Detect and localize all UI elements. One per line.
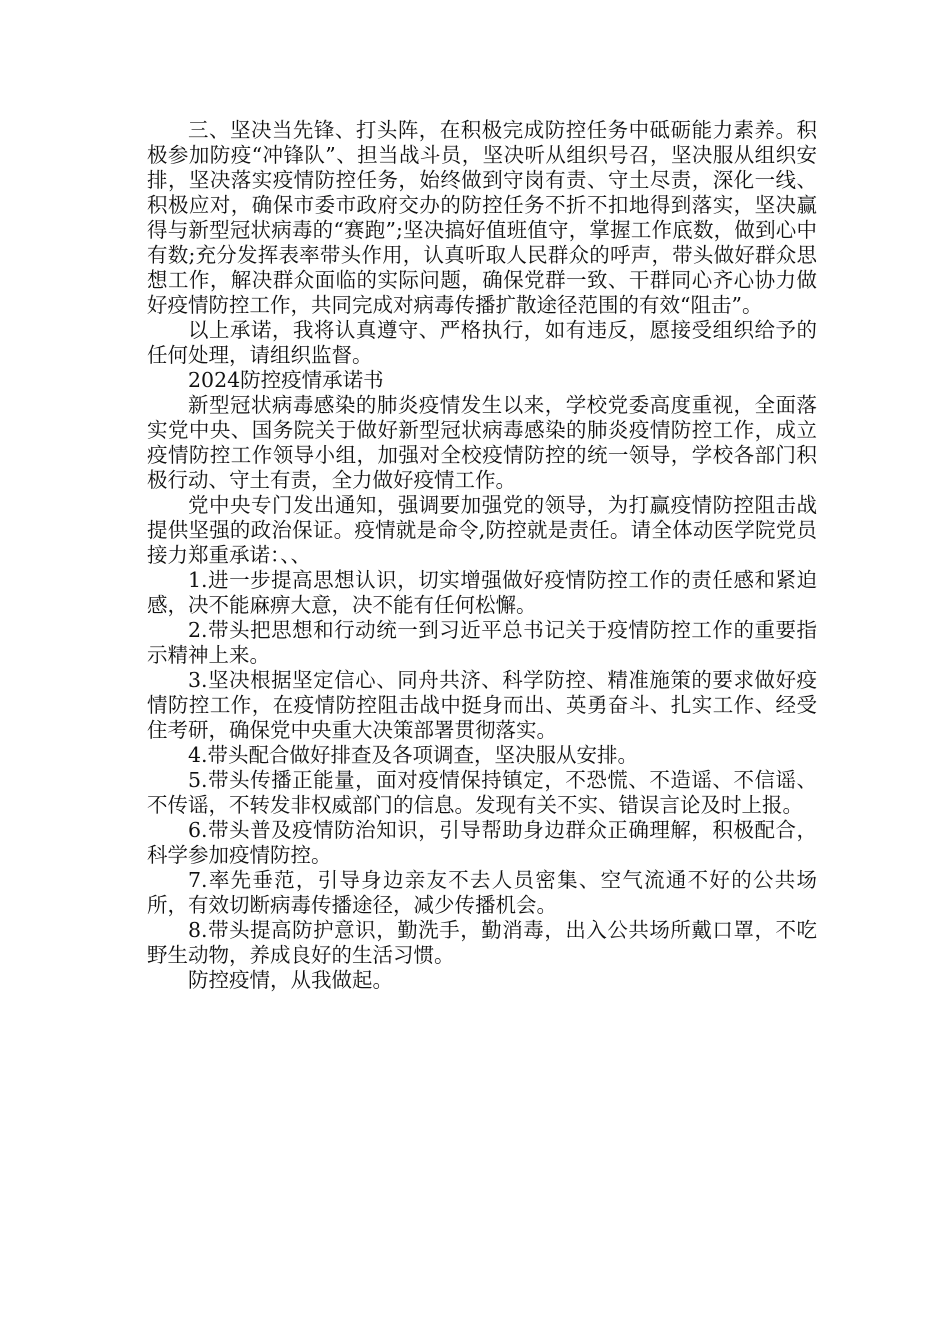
document-page	[147, 118, 817, 993]
paragraph-commitment-3: 三、坚决当先锋、打头阵，在积极完成防控任务中砥砺能力素养。积极参加防疫“冲锋队”、担当战斗员，坚决听从组织号召，坚决服从组织安排，坚决落实疫情防控任务，始终做到守岗有责、守土尽责，深化一线、积极应对，确保市委市政府交办的防控任务不折不扣地得到落实，坚决赢得与新型冠状病毒的“赛跑”;坚决搞好值班值守，掌握工作底数，做到心中有数;充分发挥表率带头作用，认真听取人民群众的呼声，带头做好群众思想工作，解决群众面临的实际问题，确保党群一致、干群同心齐心协力做好疫情防控工作，共同完成对病毒传播扩散途径范围的有效“阻击”。	[147, 118, 817, 317]
list-item-4: 4.带头配合做好排查及各项调查，坚决服从安排。	[188, 743, 639, 767]
paragraph-notice: 党中央专门发出通知，强调要加强党的领导，为打赢疫情防控阻击战提供坚强的政治保证。疫情就是命令,防控就是责任。请全体动医学院党员接力郑重承诺：、、	[147, 493, 817, 567]
list-item-3: 3.坚决根据坚定信心、同舟共济、科学防控、精准施策的要求做好疫情防控工作，在疫情防控阻击战中挺身而出、英勇奋斗、扎实工作、经受住考研，确保党中央重大决策部署贯彻落实。	[147, 668, 817, 742]
closing-line: 防控疫情，从我做起。	[188, 968, 393, 992]
list-item-7: 7.率先垂范，引导身边亲友不去人员密集、空气流通不好的公共场所，有效切断病毒传播途径，减少传播机会。	[147, 868, 817, 917]
list-item-1: 1.进一步提高思想认识，切实增强做好疫情防控工作的责任感和紧迫感，决不能麻痹大意，决不能有任何松懈。	[147, 568, 817, 617]
list-item-5: 5.带头传播正能量，面对疫情保持镇定，不恐慌、不造谣、不信谣、不传谣，不转发非权威部门的信息。发现有关不实、错误言论及时上报。	[147, 768, 817, 817]
paragraph-pledge-closing: 以上承诺，我将认真遵守、严格执行，如有违反，愿接受组织给予的任何处理，请组织监督。	[147, 318, 817, 367]
list-item-8: 8.带头提高防护意识，勤洗手，勤消毒，出入公共场所戴口罩，不吃野生动物，养成良好的生活习惯。	[147, 918, 817, 967]
list-item-6: 6.带头普及疫情防治知识，引导帮助身边群众正确理解，积极配合，科学参加疫情防控。	[147, 818, 817, 867]
list-item-2: 2.带头把思想和行动统一到习近平总书记关于疫情防控工作的重要指示精神上来。	[147, 618, 817, 667]
paragraph-intro: 新型冠状病毒感染的肺炎疫情发生以来，学校党委高度重视，全面落实党中央、国务院关于做好新型冠状病毒感染的肺炎疫情防控工作，成立疫情防控工作领导小组，加强对全校疫情防控的统一领导，学校各部门积极行动、守土有责，全力做好疫情工作。	[147, 393, 817, 492]
section-title: 2024防控疫情承诺书	[188, 368, 384, 392]
